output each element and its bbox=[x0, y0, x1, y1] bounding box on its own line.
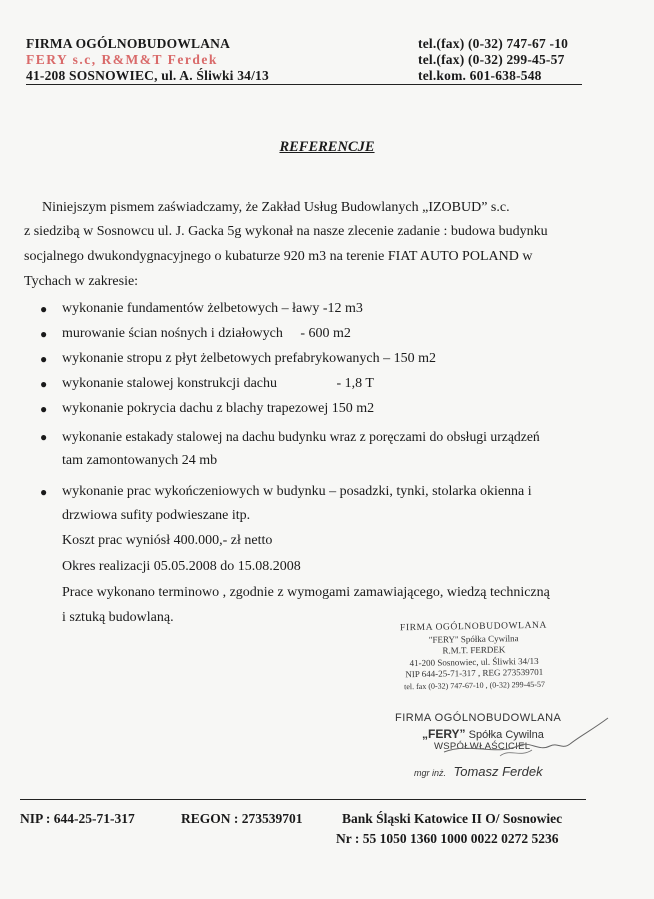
phone-fax-1: tel.(fax) (0-32) 747-67 -10 bbox=[418, 36, 569, 51]
stamp-company: FIRMA OGÓLNOBUDOWLANA bbox=[399, 620, 548, 634]
body-paragraph-line-4: Tychach w zakresie: bbox=[24, 274, 139, 289]
scope-item-1: wykonanie fundamentów żelbetowych – ławy -12 m3 bbox=[62, 301, 363, 316]
handwritten-signature bbox=[440, 712, 612, 768]
document-title: REFERENCJE bbox=[279, 139, 375, 155]
footer-rule bbox=[20, 799, 586, 800]
signature-stamp-title: mgr inż. bbox=[414, 768, 447, 778]
signature-stamp-role: WSPÓŁWŁAŚCICIEL bbox=[434, 741, 531, 752]
header-rule bbox=[26, 84, 582, 85]
scope-item-5: wykonanie pokrycia dachu z blachy trapezowej 150 m2 bbox=[62, 401, 375, 416]
stamp-owners: R.M.T. FERDEK bbox=[442, 644, 506, 656]
scope-item-3: wykonanie stropu z płyt żelbetowych prefabrykowanych – 150 m2 bbox=[62, 351, 437, 366]
scope-item-6-continued: tam zamontowanych 24 mb bbox=[62, 453, 218, 468]
stamp-brand: "FERY" Spółka Cywilna bbox=[428, 632, 519, 645]
footer-nip: NIP : 644-25-71-317 bbox=[20, 811, 135, 826]
phone-fax-2: tel.(fax) (0-32) 299-45-57 bbox=[418, 52, 565, 67]
stamp-phones: tel. fax (0-32) 747-67-10 , (0-32) 299-45-57 bbox=[403, 679, 545, 691]
bullet-icon: ● bbox=[40, 302, 48, 316]
closing-line-1: Prace wykonano terminowo , zgodnie z wymogami zamawiającego, wiedzą techniczną bbox=[62, 585, 550, 600]
company-address: 41-208 SOSNOWIEC, ul. A. Śliwki 34/13 bbox=[26, 68, 269, 83]
closing-line-2: i sztuką budowlaną. bbox=[62, 610, 174, 625]
phone-mobile: tel.kom. 601-638-548 bbox=[418, 68, 542, 83]
body-paragraph-line-2: z siedzibą w Sosnowcu ul. J. Gacka 5g wykonał na nasze zlecenie zadanie : budowa budynku bbox=[24, 224, 548, 239]
company-brand: FERY s.c, R&M&T Ferdek bbox=[26, 52, 218, 67]
scope-item-7-continued: drzwiowa sufity podwieszane itp. bbox=[62, 508, 251, 523]
bullet-icon: ● bbox=[40, 352, 48, 366]
cost-line: Koszt prac wyniósł 400.000,- zł netto bbox=[62, 533, 273, 548]
signature-stamp-brand-name: „FERY” bbox=[422, 727, 466, 741]
stamp-nip-regon: NIP 644-25-71-317 , REG 273539701 bbox=[405, 666, 544, 680]
footer-bank: Bank Śląski Katowice II O/ Sosnowiec bbox=[342, 811, 563, 826]
scope-item-7: wykonanie prac wykończeniowych w budynku – posadzki, tynki, stolarka okienna i bbox=[62, 484, 532, 499]
signature-stamp-company-type: Spółka Cywilna bbox=[468, 729, 544, 741]
signature-stamp-signatory bbox=[414, 763, 543, 781]
signature-stamp-company: FIRMA OGÓLNOBUDOWLANA bbox=[395, 712, 562, 724]
stamp-address: 41-200 Sosnowiec, ul. Śliwki 34/13 bbox=[409, 655, 539, 668]
company-stamp bbox=[381, 620, 566, 692]
scope-item-6: wykonanie estakady stalowej na dachu budynku wraz z poręczami do obsługi urządzeń bbox=[62, 429, 540, 444]
scope-item-4: wykonanie stalowej konstrukcji dachu - 1,8 T bbox=[62, 376, 374, 391]
signature-stamp-name: Tomasz Ferdek bbox=[453, 764, 543, 779]
bullet-icon: ● bbox=[40, 377, 48, 391]
bullet-icon: ● bbox=[40, 430, 48, 444]
body-paragraph-line-3: socjalnego dwukondygnacyjnego o kubaturze 920 m3 na terenie FIAT AUTO POLAND w bbox=[24, 249, 533, 264]
scope-item-2: murowanie ścian nośnych i działowych - 600 m2 bbox=[62, 326, 351, 341]
bullet-icon: ● bbox=[40, 485, 48, 499]
bullet-icon: ● bbox=[40, 402, 48, 416]
footer-account: Nr : 55 1050 1360 1000 0022 0272 5236 bbox=[336, 831, 559, 846]
body-paragraph-line-1: Niniejszym pismem zaświadczamy, że Zakład Usług Budowlanych „IZOBUD” s.c. bbox=[42, 200, 510, 215]
footer-regon: REGON : 273539701 bbox=[181, 811, 303, 826]
period-line: Okres realizacji 05.05.2008 do 15.08.2008 bbox=[62, 559, 301, 574]
company-name: FIRMA OGÓLNOBUDOWLANA bbox=[26, 36, 231, 51]
bullet-icon: ● bbox=[40, 327, 48, 341]
